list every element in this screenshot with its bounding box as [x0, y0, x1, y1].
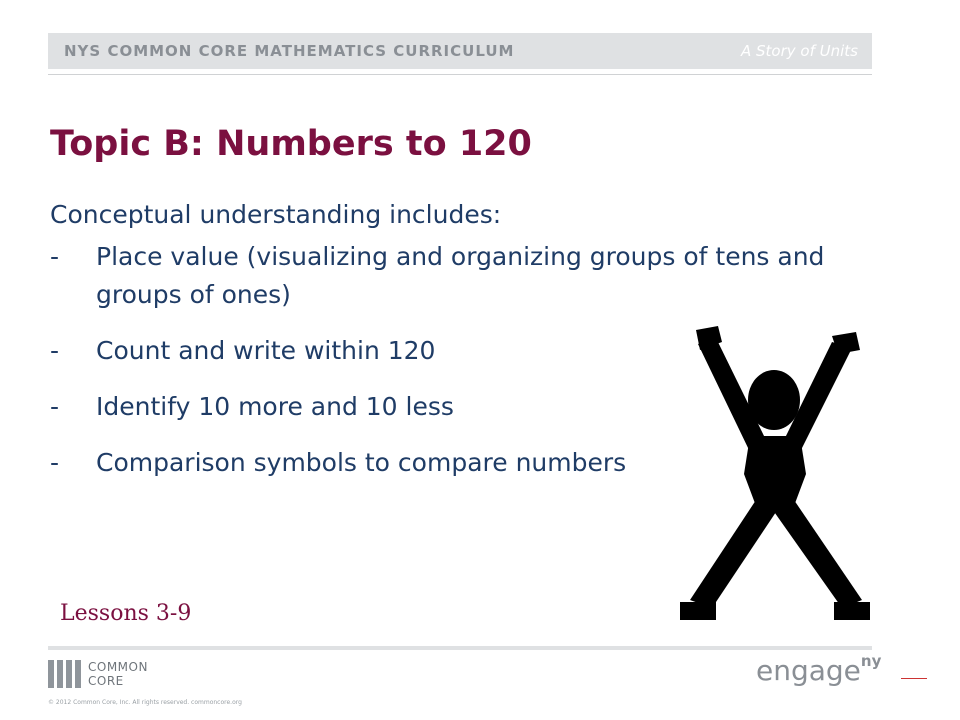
bullet-dash: -	[50, 242, 60, 271]
common-core-wordmark	[88, 660, 148, 688]
engage-superscript: ny	[860, 652, 882, 670]
bullet-item	[50, 238, 900, 314]
bullet-dash: -	[50, 448, 60, 477]
engageny-logo	[756, 652, 881, 687]
copyright-text: © 2012 Common Core, Inc. All rights reserved. commoncore.org	[48, 699, 242, 706]
engage-word: engage	[756, 654, 861, 687]
header-divider	[48, 74, 872, 75]
bullet-text: Comparison symbols to compare numbers	[96, 448, 627, 477]
bullet-text: Count and write within 120	[96, 336, 436, 365]
lessons-label: Lessons 3-9	[60, 601, 192, 626]
series-label: A Story of Units	[741, 42, 858, 60]
footer-divider	[48, 646, 872, 650]
bullet-dash: -	[50, 336, 60, 365]
accent-line	[901, 678, 927, 679]
intro-text: Conceptual understanding includes:	[50, 200, 502, 229]
cheering-person-figure-icon	[676, 324, 872, 624]
curriculum-label: NYS COMMON CORE MATHEMATICS CURRICULUM	[64, 42, 515, 60]
header-bar	[48, 33, 872, 69]
bullet-text: Place value (visualizing and organizing groups of tens and groups of ones)	[96, 242, 825, 309]
logo-line-2: CORE	[88, 674, 124, 688]
logo-line-1: COMMON	[88, 660, 148, 674]
common-core-logo	[48, 658, 188, 690]
slide-title: Topic B: Numbers to 120	[50, 124, 532, 164]
bullet-dash: -	[50, 392, 60, 421]
bullet-text: Identify 10 more and 10 less	[96, 392, 454, 421]
